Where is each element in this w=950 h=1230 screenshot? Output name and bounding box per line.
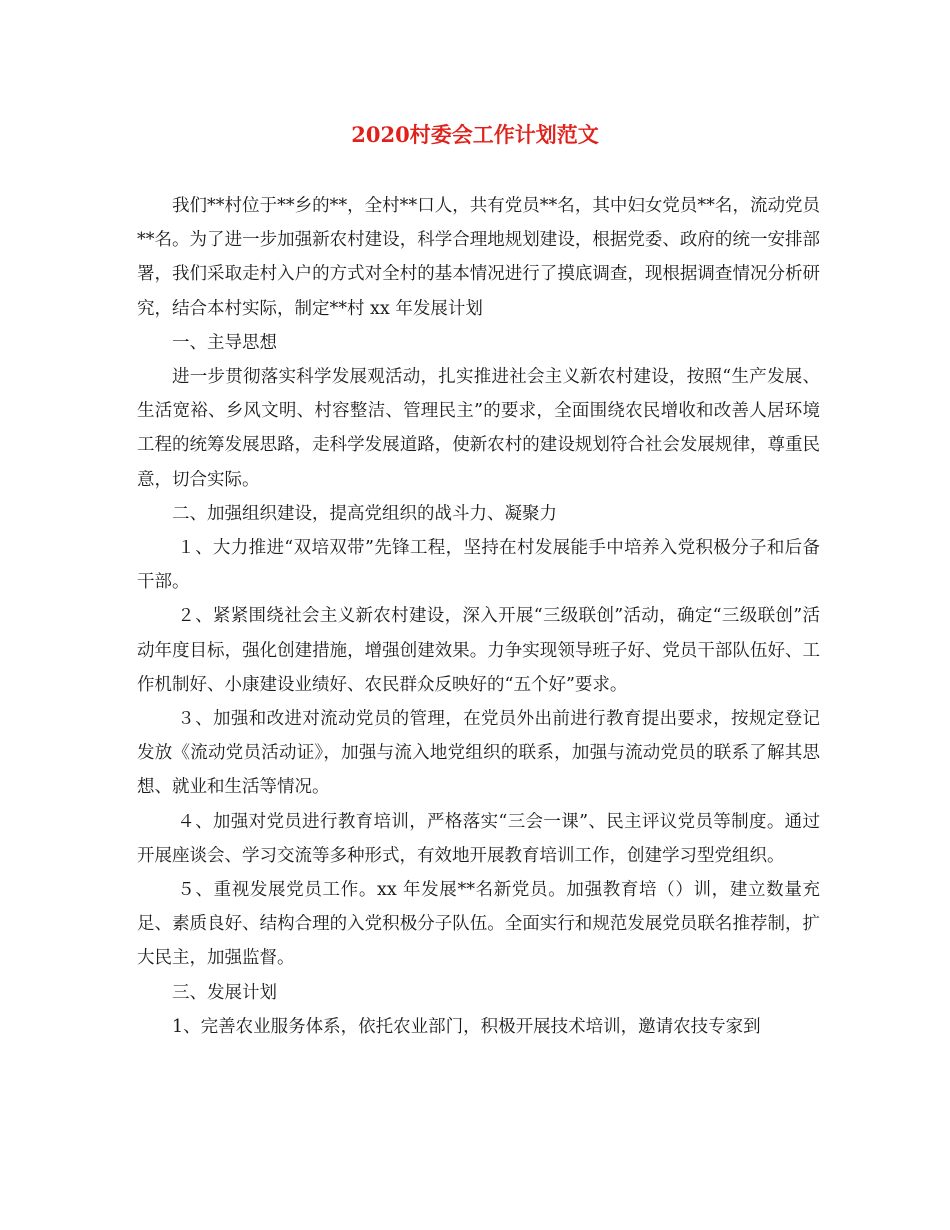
- section-heading-guiding-thought: 一、主导思想: [172, 332, 277, 353]
- paragraph-development-plan-1: 1、完善农业服务体系，依托农业部门，积极开展技术培训，邀请农技专家到: [172, 1016, 761, 1037]
- paragraph-guiding-thought: 进一步贯彻落实科学发展观活动，扎实推进社会主义新农村建设，按照“生产发展、生活宽裕、乡风文明、村容整洁、管理民主”的要求，全面围绕农民增收和改善人居环境工程的统筹发展思路，走科学发展道路，使新农村的建设规划符合社会发展规律，尊重民意，切合实际。: [137, 367, 820, 490]
- section-heading-development-plan: 三、发展计划: [172, 982, 277, 1003]
- paragraph-intro: 我们**村位于**乡的**，全村**口人，共有党员**名，其中妇女党员**名，流动党员**名。为了进一步加强新农村建设，科学合理地规划建设，根据党委、政府的统一安排部署，我们采取走村入户的方式对全村的基本情况进行了摸底调查，现根据调查情况分析研究，结合本村实际，制定**村 xx 年发展计划: [137, 196, 820, 319]
- list-item-5: ５、重视发展党员工作。xx 年发展**名新党员。加强教育培（）训，建立数量充足、素质良好、结构合理的入党积极分子队伍。全面实行和规范发展党员联名推荐制，扩大民主，加强监督。: [137, 880, 820, 969]
- document-body: [137, 189, 820, 1044]
- list-item-3: ３、加强和改进对流动党员的管理，在党员外出前进行教育提出要求，按规定登记发放《流动党员活动证》，加强与流入地党组织的联系，加强与流动党员的联系了解其思想、就业和生活等情况。: [137, 709, 820, 798]
- section-heading-organization: 二、加强组织建设，提高党组织的战斗力、凝聚力: [172, 503, 557, 524]
- list-item-1: １、大力推进“双培双带”先锋工程，坚持在村发展能手中培养入党积极分子和后备干部。: [137, 538, 820, 593]
- list-item-4: ４、加强对党员进行教育培训，严格落实“三会一课”、民主评议党员等制度。通过开展座谈会、学习交流等多种形式，有效地开展教育培训工作，创建学习型党组织。: [137, 811, 820, 866]
- list-item-2: ２、紧紧围绕社会主义新农村建设，深入开展“三级联创”活动，确定“三级联创”活动年度目标，强化创建措施，增强创建效果。力争实现领导班子好、党员干部队伍好、工作机制好、小康建设业绩好、农民群众反映好的“五个好”要求。: [137, 606, 820, 695]
- document-title: 2020村委会工作计划范文: [351, 122, 599, 147]
